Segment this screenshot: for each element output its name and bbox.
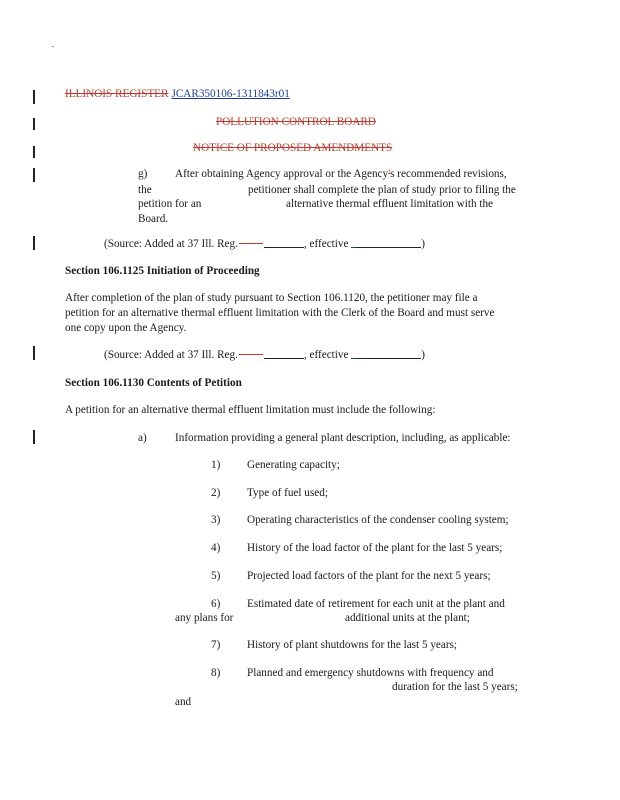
register-struck: ILLINOIS REGISTER [65,88,169,100]
source-effective: , effective [303,238,349,250]
source-suffix: ) [421,349,425,361]
blank-date [357,358,421,359]
blank-volume [264,358,304,359]
source-note-2 [104,350,425,361]
para-g-line1 [175,169,507,180]
para-g-line3-b: alternative thermal effluent limitation with the [286,198,494,210]
subitem-text: History of the load factor of the plant for the last 5 years; [247,542,503,554]
para-g-line4: Board. [138,213,169,225]
blank-volume [264,247,304,248]
struck-dash [239,243,263,244]
subitem-number: 8) [211,667,221,679]
source-prefix: (Source: Added at 37 Ill. Reg. [104,238,238,250]
subitem-text: Projected load factors of the plant for the next 5 years; [247,570,491,582]
subitem-continuation: additional units at the plant; [345,612,470,624]
section-1125-line: After completion of the plan of study pursuant to Section 106.1120, the petitioner may file a [65,292,478,304]
source-note-1 [104,239,425,250]
section-1125-title: Section 106.1125 Initiation of Proceeding [65,265,260,277]
section-1125-line: petition for an alternative thermal effluent limitation with the Clerk of the Board and must serve [65,307,495,319]
subitem-text: Generating capacity; [247,459,340,471]
subitem-text: Planned and emergency shutdowns with frequency and [247,667,494,679]
subitem-text: Estimated date of retirement for each unit at the plant and [247,598,505,610]
subitem-text: Operating characteristics of the condenser cooling system; [247,514,509,526]
item-a-text: Information providing a general plant description, including, as applicable: [175,432,511,444]
subitem-number: 6) [211,598,221,610]
source-prefix: (Source: Added at 37 Ill. Reg. [104,349,238,361]
notice-title: NOTICE OF PROPOSED AMENDMENTS [193,142,393,154]
change-bar [33,90,35,104]
subitem-continuation: duration for the last 5 years; [392,681,518,693]
blank-date [357,247,421,248]
source-suffix: ) [421,238,425,250]
change-bar [33,236,35,250]
change-bar [33,118,35,130]
struck-dash [239,354,263,355]
para-g-line3-a: petition for an [138,198,202,210]
para-g-line2-b: petitioner shall complete the plan of study prior to filing the [248,184,516,196]
struck-apostrophe: ' [388,168,391,180]
para-g-line1-b: s recommended revisions, [390,168,507,180]
section-1125-line: one copy upon the Agency. [65,322,187,334]
change-bar [33,346,35,360]
register-inserted: JCAR350106-1311843r01 [171,88,290,100]
section-1130-intro: A petition for an alternative thermal effluent limitation must include the following: [65,404,436,416]
item-a-marker: a) [138,432,147,444]
subitem-number: 5) [211,570,221,582]
subitem-number: 1) [211,459,221,471]
para-g-line1-a: After obtaining Agency approval or the Agency [175,168,389,180]
para-g-marker: g) [138,168,148,180]
subitem-number: 7) [211,639,221,651]
subitem-text: History of plant shutdowns for the last 5 years; [247,639,458,651]
source-effective: , effective [303,349,349,361]
subitem-number: 4) [211,542,221,554]
subitem-number: 3) [211,514,221,526]
subitem-number: 2) [211,487,221,499]
subitem-continuation: and [175,696,192,708]
change-bar [33,146,35,158]
para-g-line2-a: the [138,184,152,196]
board-title: POLLUTION CONTROL BOARD [216,116,376,128]
change-bar [33,430,35,444]
section-1130-title: Section 106.1130 Contents of Petition [65,377,242,389]
subitem-text: Type of fuel used; [247,487,328,499]
register-header [65,89,290,100]
subitem-continuation: any plans for [175,612,234,624]
scan-speck [52,46,54,47]
change-bar [33,168,35,182]
